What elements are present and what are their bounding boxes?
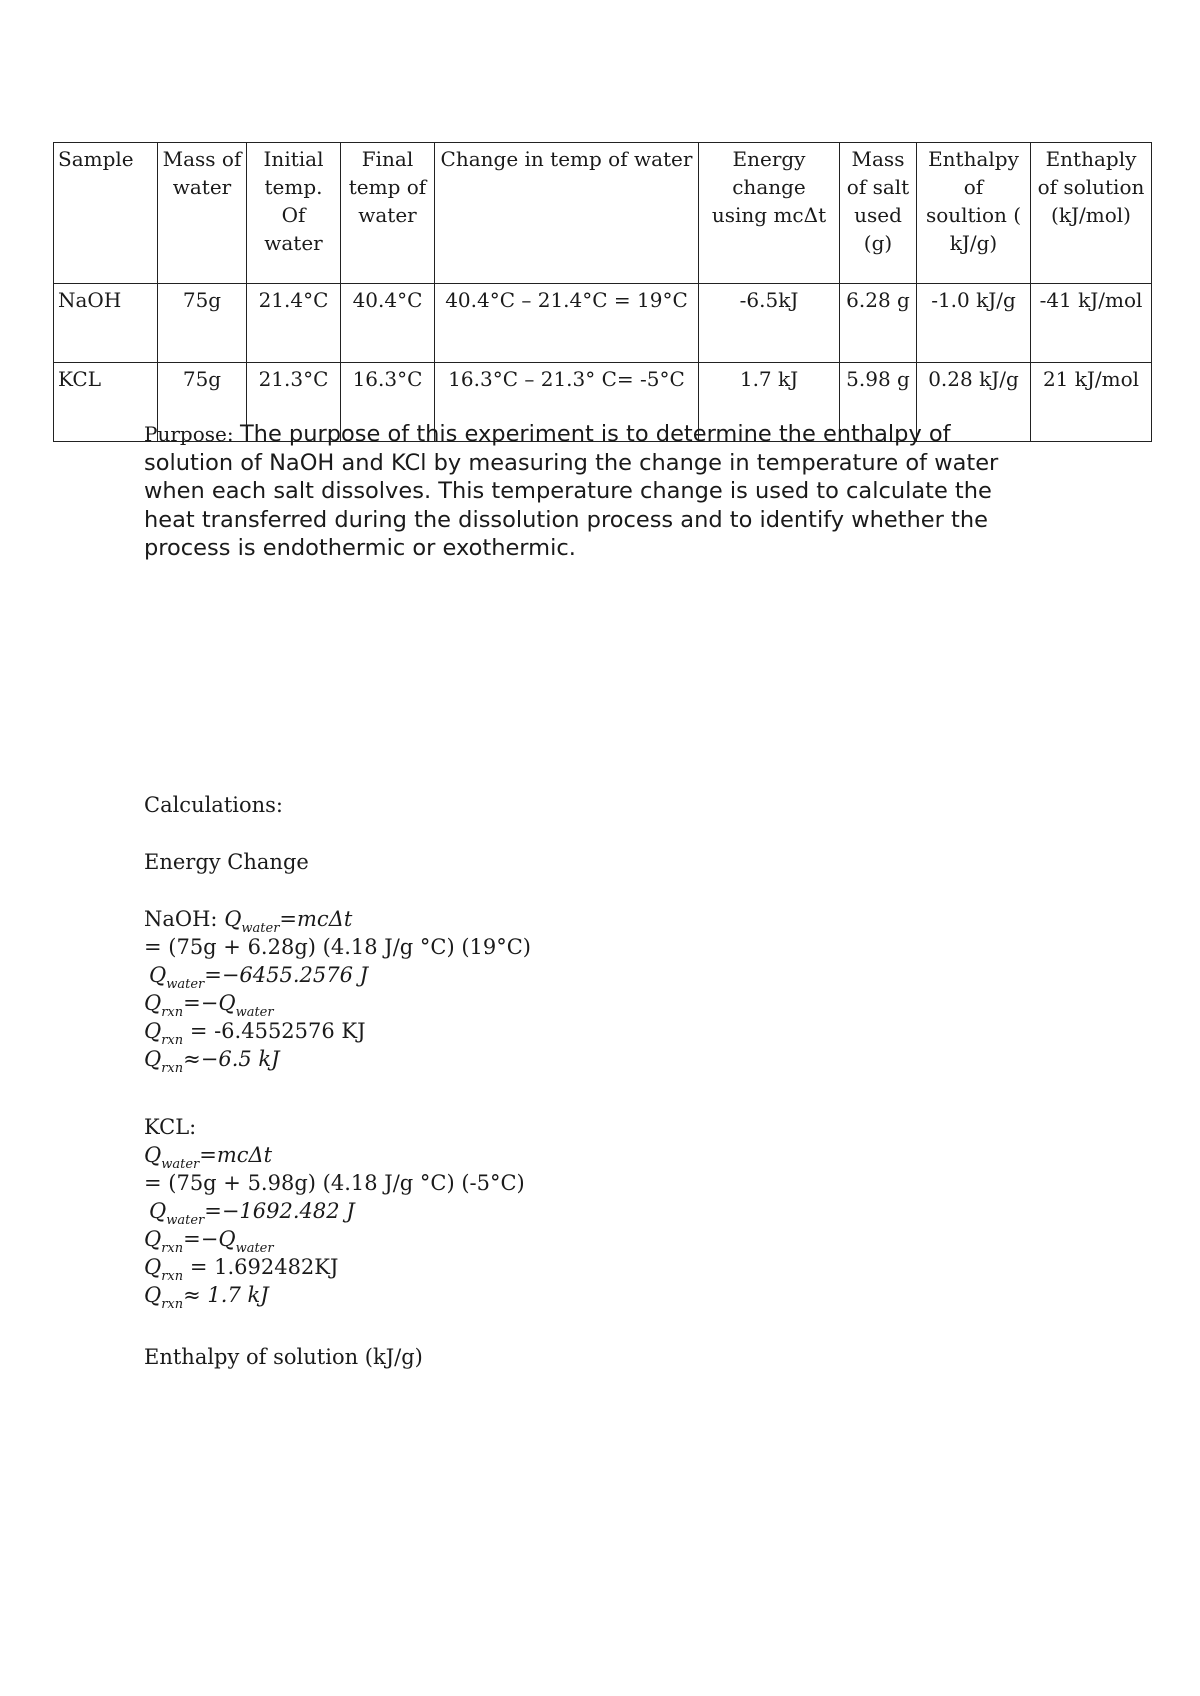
q-symbol: Q <box>144 1283 162 1307</box>
kcl-substitution-line: = (75g + 5.98g) (4.18 J/g °C) (-5°C) <box>144 1171 525 1195</box>
table-cell: 75g <box>158 284 247 363</box>
table-cell: 21 kJ/mol <box>1031 363 1152 442</box>
subscript-water: water <box>166 1213 205 1228</box>
purpose-paragraph <box>144 420 1024 563</box>
mcdt-expression: =mcΔt <box>199 1143 273 1167</box>
q-symbol: Q <box>144 1143 162 1167</box>
table-cell: -41 kJ/mol <box>1031 284 1152 363</box>
naoh-q-rxn-value: = -6.4552576 KJ <box>183 1019 366 1043</box>
table-cell: 1.7 kJ <box>699 363 840 442</box>
header-mass-of-water: Mass of water <box>158 143 247 284</box>
table-cell: 21.3°C <box>247 363 341 442</box>
subscript-rxn: rxn <box>161 1033 184 1048</box>
energy-change-heading: Energy Change <box>144 850 309 874</box>
subscript-water: water <box>241 921 280 936</box>
q-symbol: Q <box>144 1019 162 1043</box>
table-cell: KCL <box>54 363 158 442</box>
table-cell: 6.28 g <box>840 284 917 363</box>
table-cell: 16.3°C <box>341 363 435 442</box>
neg-q-expression: =−Q <box>183 991 236 1015</box>
table-cell: 21.4°C <box>247 284 341 363</box>
q-symbol: Q <box>149 963 167 987</box>
results-table <box>53 142 1152 442</box>
table-cell: 40.4°C <box>341 284 435 363</box>
table-cell: -6.5kJ <box>699 284 840 363</box>
subscript-rxn: rxn <box>161 1241 184 1256</box>
table-row <box>54 284 1152 363</box>
header-initial-temp: Initial temp. Of water <box>247 143 341 284</box>
enthalpy-heading: Enthalpy of solution (kJ/g) <box>144 1345 423 1369</box>
subscript-rxn: rxn <box>161 1269 184 1284</box>
table-cell: 40.4°C – 21.4°C = 19°C <box>435 284 699 363</box>
subscript-water: water <box>161 1157 200 1172</box>
subscript-rxn: rxn <box>161 1005 184 1020</box>
purpose-text: The purpose of this experiment is to determine the enthalpy of solution of NaOH and KCl by measuring the change in temperature of water when each salt dissolves. This temperature change is used to calculate the heat transferred during the dissolution process and to identify whether the process is endothermic or exothermic. <box>144 421 999 561</box>
header-enthalpy-kj-mol: Enthaply of solution (kJ/mol) <box>1031 143 1152 284</box>
naoh-q-rxn-approx: ≈−6.5 kJ <box>183 1047 280 1071</box>
subscript-water: water <box>166 977 205 992</box>
table-cell: 16.3°C – 21.3° C= -5°C <box>435 363 699 442</box>
header-final-temp: Final temp of water <box>341 143 435 284</box>
q-symbol: Q <box>149 1199 167 1223</box>
kcl-label: KCL: <box>144 1115 197 1139</box>
naoh-substitution-line: = (75g + 6.28g) (4.18 J/g °C) (19°C) <box>144 935 531 959</box>
q-symbol: Q <box>144 1255 162 1279</box>
q-symbol: Q <box>144 1047 162 1071</box>
q-symbol: Q <box>224 907 242 931</box>
table-cell: 0.28 kJ/g <box>917 363 1031 442</box>
kcl-q-water-value: =−1692.482 J <box>204 1199 355 1223</box>
header-change-in-temp: Change in temp of water <box>435 143 699 284</box>
kcl-q-rxn-approx: ≈ 1.7 kJ <box>183 1283 269 1307</box>
purpose-label: Purpose: <box>144 422 240 446</box>
subscript-water: water <box>235 1005 274 1020</box>
table-cell: 75g <box>158 363 247 442</box>
naoh-q-water-value: =−6455.2576 J <box>204 963 369 987</box>
kcl-q-rxn-approx-line <box>144 1281 269 1313</box>
mcdt-expression: =mcΔt <box>279 907 353 931</box>
header-enthalpy-kj-g: Enthalpy of soultion ( kJ/g) <box>917 143 1031 284</box>
table-header-row <box>54 143 1152 284</box>
header-energy-change: Energy change using mcΔt <box>699 143 840 284</box>
header-mass-of-salt: Mass of salt used (g) <box>840 143 917 284</box>
subscript-rxn: rxn <box>161 1297 184 1312</box>
naoh-label: NaOH: <box>144 907 225 931</box>
naoh-q-rxn-approx-line <box>144 1045 280 1077</box>
table-cell: NaOH <box>54 284 158 363</box>
subscript-water: water <box>235 1241 274 1256</box>
q-symbol: Q <box>144 1227 162 1251</box>
neg-q-expression: =−Q <box>183 1227 236 1251</box>
subscript-rxn: rxn <box>161 1061 184 1076</box>
calculations-heading: Calculations: <box>144 793 284 817</box>
header-sample: Sample <box>54 143 158 284</box>
table-cell: -1.0 kJ/g <box>917 284 1031 363</box>
kcl-q-rxn-value: = 1.692482KJ <box>183 1255 339 1279</box>
q-symbol: Q <box>144 991 162 1015</box>
table-cell: 5.98 g <box>840 363 917 442</box>
